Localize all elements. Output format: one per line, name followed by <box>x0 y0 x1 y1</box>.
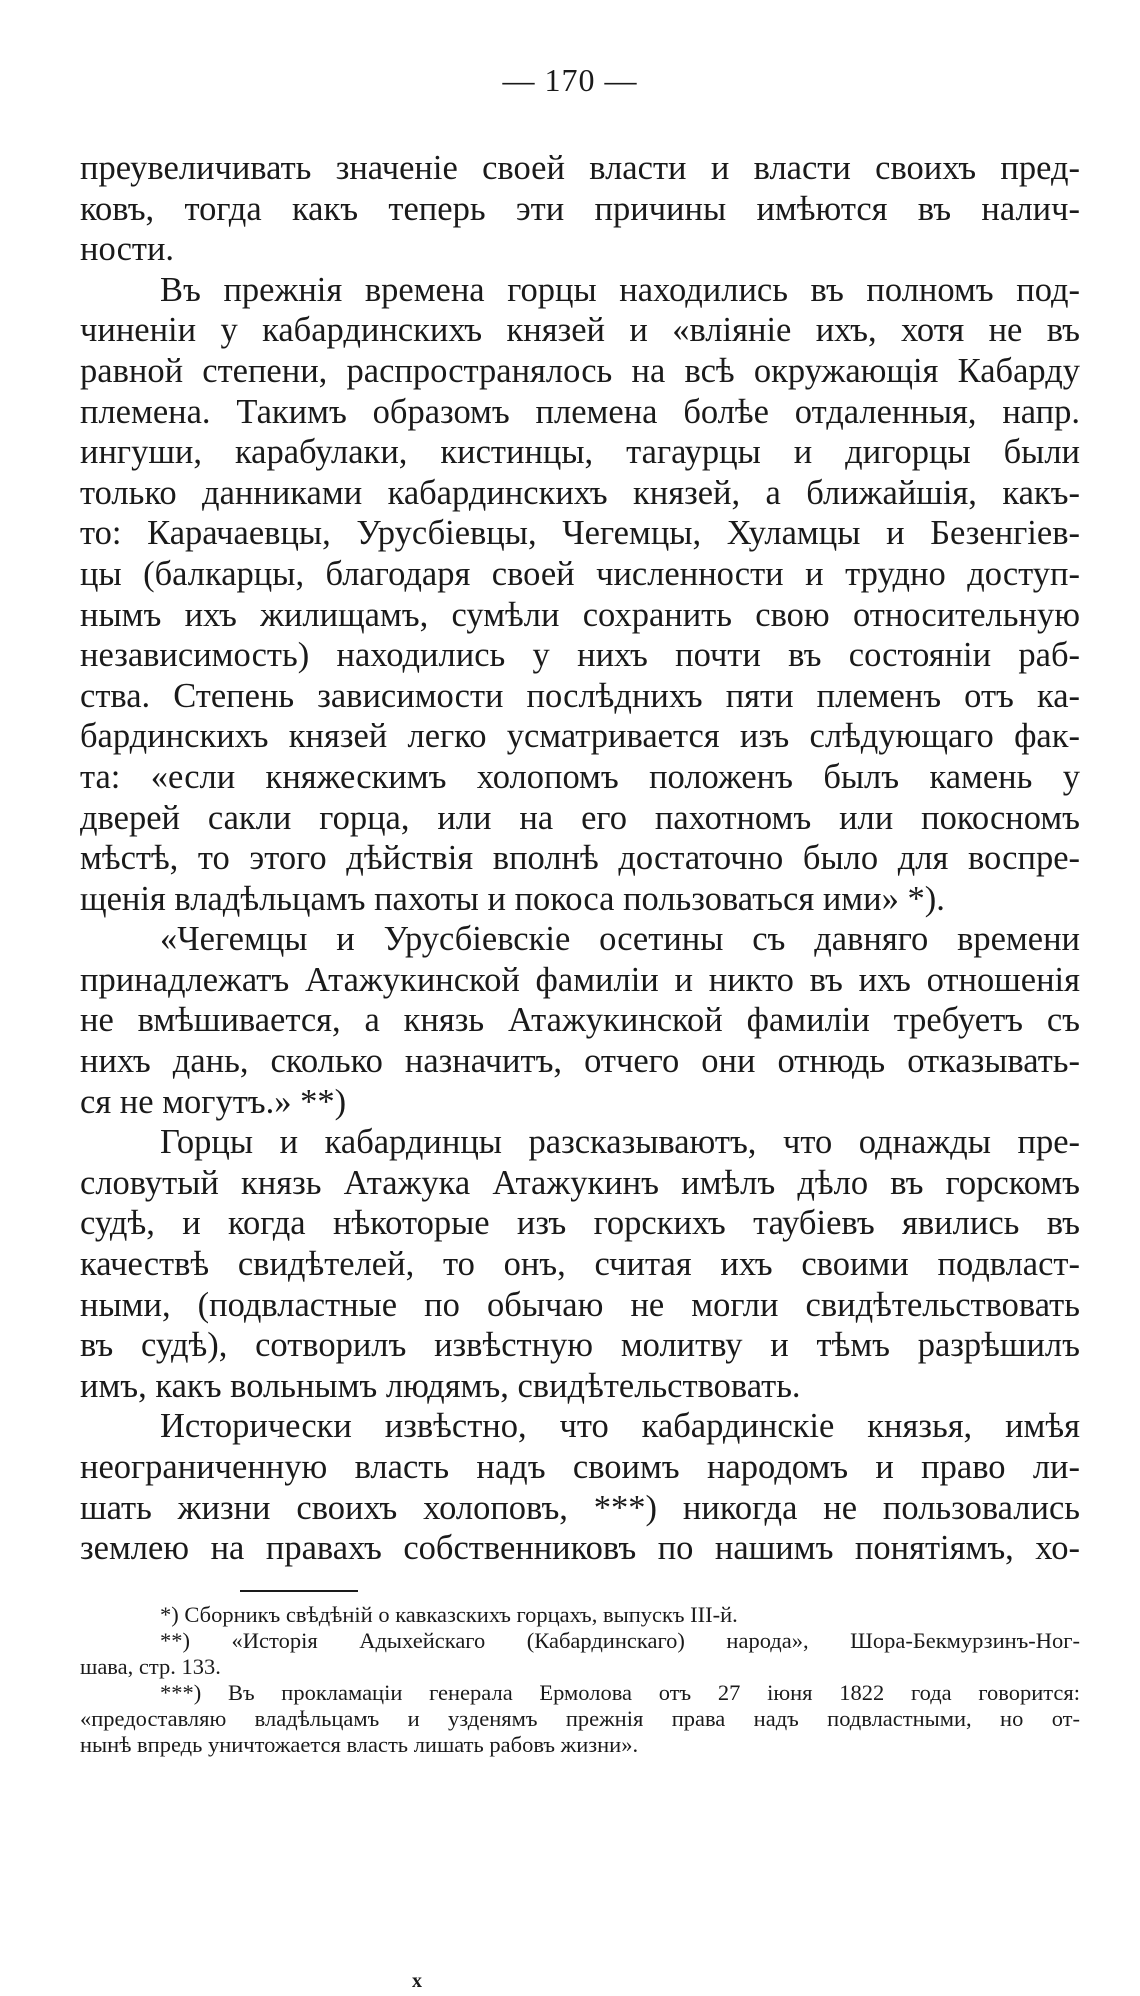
text-line: дверей сакли горца, или на его пахотномъ или покосномъ <box>80 798 1080 837</box>
text-line: Исторически извѣстно, что кабардинскіе князья, имѣя <box>160 1407 1080 1446</box>
text-line: то: Карачаевцы, Урусбіевцы, Чегемцы, Хуламцы и Безенгіев- <box>80 514 1080 553</box>
text-line: «Чегемцы и Урусбіевскіе осетины съ давняго времени <box>160 920 1080 959</box>
text-line: Въ прежнія времена горцы находились въ полномъ под- <box>160 270 1080 309</box>
text-line: щенія владѣльцамъ пахоты и покоса пользоваться ими» *). <box>80 879 945 918</box>
text-line: племена. Такимъ образомъ племена болѣе отдаленныя, напр. <box>80 392 1080 431</box>
footnote-line: **) «Исторія Адыхейскаго (Кабардинскаго) народа», Шора-Бекмурзинъ-Ног- <box>160 1628 1080 1653</box>
footnote-line: «предоставляю владѣльцамъ и узденямъ прежнія права надъ подвластными, но от- <box>80 1706 1080 1731</box>
text-line: неограниченную власть надъ своимъ народомъ и право ли- <box>80 1448 1080 1486</box>
text-line: судѣ, и когда нѣкоторые изъ горскихъ таубіевъ явились въ <box>80 1204 1080 1243</box>
text-line: шать жизни своихъ холоповъ, ***) никогда не пользовались <box>80 1488 1080 1527</box>
footnotes <box>80 1602 1080 1758</box>
signature-mark: x <box>412 1970 422 1992</box>
text-line: землею на правахъ собственниковъ по нашимъ понятіямъ, хо- <box>80 1529 1080 1568</box>
text-line: въ судѣ), сотворилъ извѣстную молитву и тѣмъ разрѣшилъ <box>80 1326 1080 1365</box>
text-line: нихъ дань, сколько назначитъ, отчего они отнюдь отказывать- <box>80 1042 1080 1081</box>
footnote-line: ***) Въ прокламаціи генерала Ермолова отъ 27 іюня 1822 года говорится: <box>160 1680 1080 1705</box>
text-line: нымъ ихъ жилищамъ, сумѣли сохранить свою относительную <box>80 595 1080 634</box>
text-line: ингуши, карабулаки, кистинцы, тагаурцы и дигорцы были <box>80 433 1080 472</box>
footnote-line: шава, стр. 133. <box>80 1654 221 1679</box>
text-line: независимость) находились у нихъ почти въ состояніи раб- <box>80 636 1080 675</box>
text-line: та: «если княжескимъ холопомъ положенъ былъ камень у <box>80 757 1080 796</box>
footnote-line: *) Сборникъ свѣдѣній о кавказскихъ горцахъ, выпускъ III-й. <box>160 1602 738 1627</box>
text-line: ковъ, тогда какъ теперь эти причины имѣются въ налич- <box>80 189 1080 228</box>
text-line: ся не могутъ.» **) <box>80 1082 347 1121</box>
text-line: ства. Степень зависимости послѣднихъ пяти племенъ отъ ка- <box>80 676 1080 715</box>
text-line: качествѣ свидѣтелей, то онъ, считая ихъ своими подвласт- <box>80 1245 1080 1284</box>
text-line: словутый князь Атажука Атажукинъ имѣлъ дѣло въ горскомъ <box>80 1163 1080 1202</box>
text-line: цы (балкарцы, благодаря своей численности и трудно доступ- <box>80 554 1080 593</box>
text-line: бардинскихъ князей легко усматривается изъ слѣдующаго фак- <box>80 717 1080 756</box>
page-number: — 170 — <box>502 62 638 98</box>
text-line: ными, (подвластные по обычаю не могли свидѣтельствовать <box>80 1285 1080 1324</box>
text-line: принадлежатъ Атажукинской фамиліи и никто въ ихъ отношенія <box>80 960 1080 999</box>
body-text <box>80 148 1080 1569</box>
text-line: мѣстѣ, то этого дѣйствія вполнѣ достаточно было для воспре- <box>80 839 1080 878</box>
text-line: ности. <box>80 230 175 269</box>
text-line: не вмѣшивается, а князь Атажукинской фамиліи требуетъ съ <box>80 1001 1080 1040</box>
text-line: чиненіи у кабардинскихъ князей и «вліяніе ихъ, хотя не въ <box>80 311 1080 350</box>
text-line: Горцы и кабардинцы разсказываютъ, что однажды пре- <box>160 1123 1080 1162</box>
text-line: имъ, какъ вольнымъ людямъ, свидѣтельствовать. <box>80 1366 801 1405</box>
footnote-line: нынѣ впредь уничтожается власть лишать рабовъ жизни». <box>80 1732 639 1757</box>
footnote-divider <box>240 1590 358 1592</box>
text-line: только данниками кабардинскихъ князей, а ближайшія, какъ- <box>80 473 1080 512</box>
text-line: равной степени, распространялось на всѣ окружающія Кабарду <box>80 351 1080 390</box>
text-line: преувеличивать значеніе своей власти и власти своихъ пред- <box>80 149 1080 187</box>
